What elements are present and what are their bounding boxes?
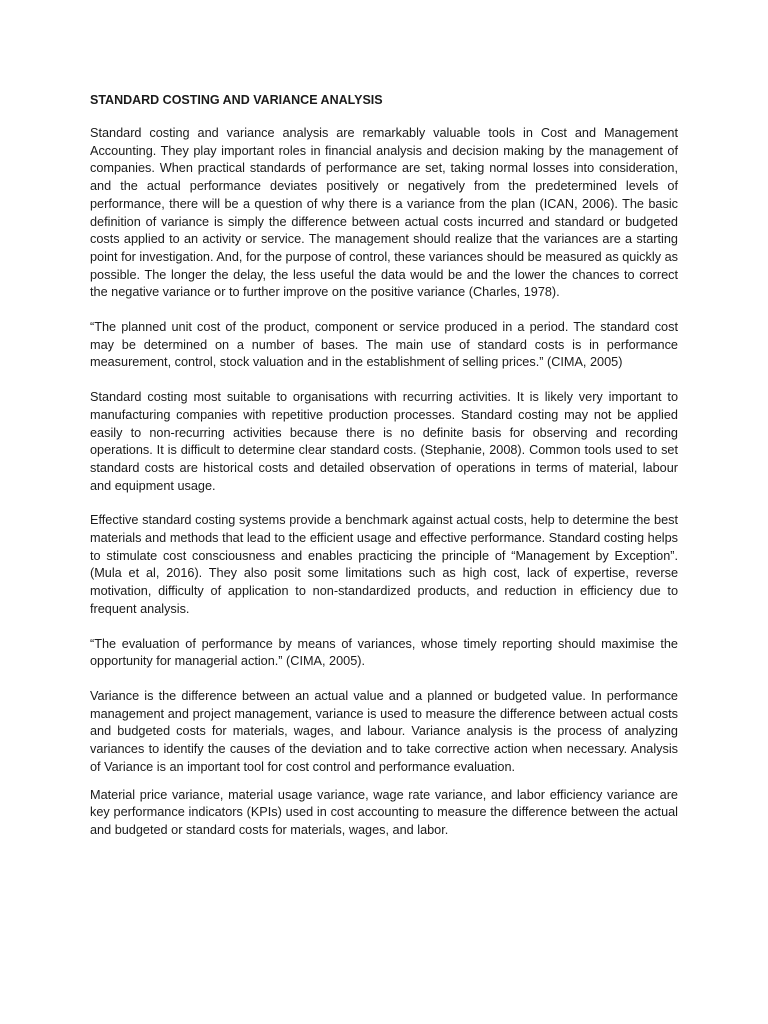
paragraph-cima-quote-standard-cost: “The planned unit cost of the product, component or service produced in a period. The standard cost may be determined on a number of bases. The main use of standard costs is in performance measurement, control, stock valuation and in the establishment of selling prices.” (CIMA, 2005) <box>90 320 678 370</box>
paragraph-intro: Standard costing and variance analysis are remarkably valuable tools in Cost and Management Accounting. They play important roles in financial analysis and decision making by the management of companies. When practical standards of performance are set, taking normal losses into consideration, and the actual performance deviates positively or negatively from the predetermined levels of performance, there will be a question of why there is a variance from the plan (ICAN, 2006). The basic definition of variance is simply the difference between actual costs incurred and standard or budgeted costs applied to an activity or service. The management should realize that the variances are a starting point for investigation. And, for the purpose of control, these variances should be measured as quickly as possible. The longer the delay, the less useful the data would be and the lower the chances to correct the negative variance or to further improve on the positive variance (Charles, 1978). <box>90 126 678 300</box>
paragraph-cima-quote-variances: “The evaluation of performance by means of variances, whose timely reporting should maximise the opportunity for managerial action.” (CIMA, 2005). <box>90 636 678 669</box>
paragraph-variance-definition: Variance is the difference between an actual value and a planned or budgeted value. In performance management and project management, variance is used to measure the difference between actual costs and budgeted costs for materials, wages, and labour. Variance analysis is the process of analyzing variances to identify the causes of the deviation and to take corrective action when necessary. Analysis of Variance is an important tool for cost control and performance evaluation. <box>90 688 678 774</box>
document-body <box>90 91 678 857</box>
document-title: STANDARD COSTING AND VARIANCE ANALYSIS <box>90 93 383 107</box>
paragraph-kpis: Material price variance, material usage variance, wage rate variance, and labor efficiency variance are key performance indicators (KPIs) used in cost accounting to measure the difference between the actual and budgeted or standard costs for materials, wages, and labor. <box>90 787 678 837</box>
paragraph-effective-systems: Effective standard costing systems provide a benchmark against actual costs, help to determine the best materials and methods that lead to the efficient usage and effective performance. Standard costing helps to stimulate cost consciousness and enables practicing the principle of “Management by Exception”. (Mula et al, 2016). They also posit some limitations such as high cost, lack of expertise, reverse motivation, difficulty of application to non-standardized products, and reduction in efficiency due to frequent analysis. <box>90 513 678 616</box>
paragraph-recurring-activities: Standard costing most suitable to organisations with recurring activities. It is likely very important to manufacturing companies with repetitive production processes. Standard costing may not be applied easily to non-recurring activities because there is no definite basis for observing and recording operations. It is difficult to determine clear standard costs. (Stephanie, 2008). Common tools used to set standard costs are historical costs and detailed observation of operations in terms of material, labour and equipment usage. <box>90 390 678 493</box>
